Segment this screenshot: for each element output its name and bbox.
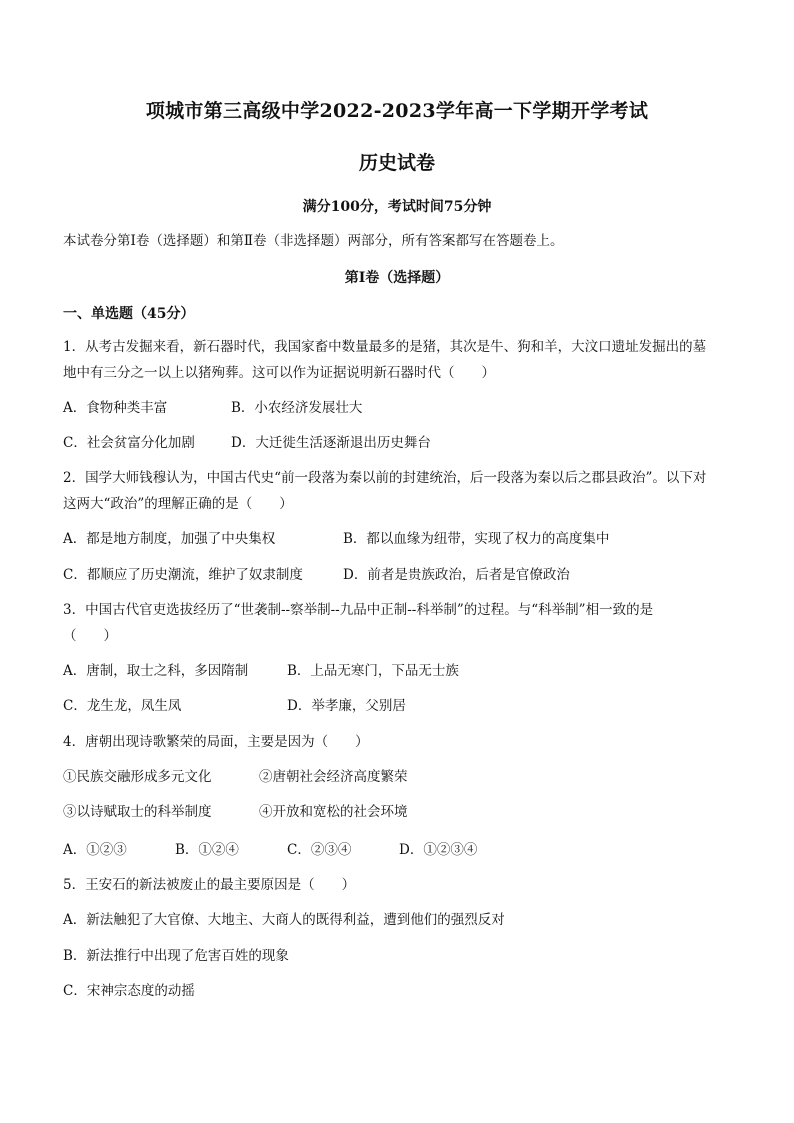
question-4-item-2: ②唐朝社会经济高度繁荣 bbox=[259, 769, 408, 785]
question-1-stem-line-2: 地中有三分之一以上以猪殉葬。这可以作为证据说明新石器时代（ ） bbox=[63, 365, 495, 381]
question-5-option-b: B．新法推行中出现了危害百姓的现象 bbox=[63, 948, 289, 964]
question-1-option-a: A．食物种类丰富 bbox=[63, 400, 168, 416]
question-2-option-b: B．都以血缘为纽带，实现了权力的高度集中 bbox=[343, 531, 610, 547]
question-3-option-a: A．唐制，取士之科，多因隋制 bbox=[63, 663, 249, 679]
volume-title: 第Ⅰ卷（选择题） bbox=[344, 270, 450, 286]
question-4-item-3: ③以诗赋取士的科举制度 bbox=[63, 804, 212, 820]
question-4-stem-line-1: 4．唐朝出现诗歌繁荣的局面，主要是因为（ ） bbox=[63, 734, 369, 750]
score-time-line: 满分100分，考试时间75分钟 bbox=[302, 199, 492, 215]
question-1-option-d: D．大迁徙生活逐渐退出历史舞台 bbox=[231, 435, 431, 451]
question-3-stem-line-2: （ ） bbox=[63, 628, 117, 644]
question-4-item-1: ①民族交融形成多元文化 bbox=[63, 769, 212, 785]
question-4-option-a: A．①②③ bbox=[63, 842, 127, 858]
question-3-option-c: C．龙生龙，凤生凤 bbox=[63, 698, 182, 714]
exam-intro: 本试卷分第Ⅰ卷（选择题）和第Ⅱ卷（非选择题）两部分，所有答案都写在答题卷上。 bbox=[63, 233, 564, 249]
question-4-item-4: ④开放和宽松的社会环境 bbox=[259, 804, 408, 820]
question-1-option-c: C．社会贫富分化加剧 bbox=[63, 435, 195, 451]
question-5-option-a: A．新法触犯了大官僚、大地主、大商人的既得利益，遭到他们的强烈反对 bbox=[63, 912, 505, 928]
question-4-option-b: B．①②④ bbox=[175, 842, 239, 858]
question-5-stem-line-1: 5．王安石的新法被废止的最主要原因是（ ） bbox=[63, 877, 356, 893]
question-3-option-d: D．举孝廉，父别居 bbox=[287, 698, 406, 714]
question-2-stem-line-2: 这两大“政治”的理解正确的是（ ） bbox=[63, 496, 293, 512]
question-1-option-b: B．小农经济发展壮大 bbox=[231, 400, 363, 416]
question-2-option-c: C．都顺应了历史潮流，维护了奴隶制度 bbox=[63, 567, 303, 583]
question-4-option-c: C．②③④ bbox=[287, 842, 352, 858]
question-3-option-b: B．上品无寒门，下品无士族 bbox=[287, 663, 459, 679]
question-2-option-a: A．都是地方制度，加强了中央集权 bbox=[63, 531, 276, 547]
exam-subtitle: 历史试卷 bbox=[358, 152, 435, 174]
question-1-stem-line-1: 1．从考古发掘来看，新石器时代，我国家畜中数量最多的是猪，其次是牛、狗和羊，大汶口遗址发掘出的墓 bbox=[63, 339, 707, 355]
question-3-stem-line-1: 3．中国古代官吏选拔经历了“世袭制--察举制--九品中正制--科举制”的过程。与“科举制”相一致的是 bbox=[63, 602, 654, 618]
question-4-option-d: D．①②③④ bbox=[399, 842, 478, 858]
question-5-option-c: C．宋神宗态度的动摇 bbox=[63, 983, 195, 999]
question-2-stem-line-1: 2．国学大师钱穆认为，中国古代史“前一段落为秦以前的封建统治，后一段落为秦以后之郡县政治”。以下对 bbox=[63, 470, 707, 486]
section-title: 一、单选题（45分） bbox=[63, 306, 195, 322]
question-2-option-d: D．前者是贵族政治，后者是官僚政治 bbox=[343, 567, 570, 583]
exam-title: 项城市第三高级中学2022-2023学年高一下学期开学考试 bbox=[145, 100, 649, 122]
